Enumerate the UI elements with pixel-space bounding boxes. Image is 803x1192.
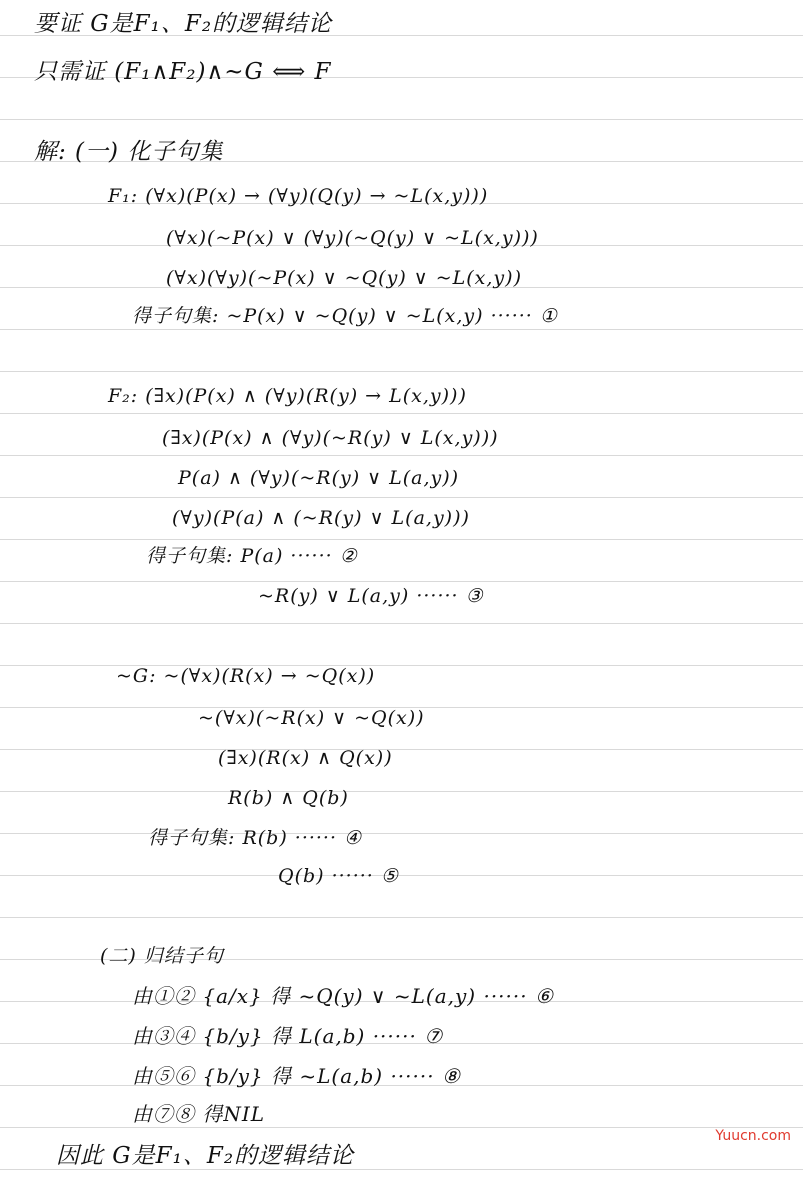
f1-formula: F₁: (∀x)(P(x) → (∀y)(Q(y) → ~L(x,y))): [108, 185, 489, 207]
f1-clause-set: 得子句集: ~P(x) ∨ ~Q(y) ∨ ~L(x,y) ······ ①: [132, 305, 558, 327]
goal-statement: 要证 G是F₁、F₂的逻辑结论: [34, 11, 333, 37]
f2-formula: F₂: (∃x)(P(x) ∧ (∀y)(R(y) → L(x,y))): [108, 385, 467, 407]
watermark-text: Yuucn.com: [715, 1128, 791, 1144]
not-g-step-2: (∃x)(R(x) ∧ Q(x)): [218, 747, 393, 769]
section-clause-set-heading: 解: (一) 化子句集: [34, 139, 224, 165]
resolution-step-8: 由⑤⑥ {b/y} 得 ~L(a,b) ······ ⑧: [132, 1064, 461, 1088]
f1-step-2: (∀x)(∀y)(~P(x) ∨ ~Q(y) ∨ ~L(x,y)): [166, 267, 522, 289]
f2-clause-set-2: ~R(y) ∨ L(a,y) ······ ③: [258, 585, 484, 607]
not-g-clause-set-1: 得子句集: R(b) ······ ④: [148, 827, 363, 849]
conclusion: 因此 G是F₁、F₂的逻辑结论: [56, 1143, 355, 1169]
resolution-step-6: 由①② {a/x} 得 ~Q(y) ∨ ~L(a,y) ······ ⑥: [132, 984, 554, 1008]
not-g-step-1: ~(∀x)(~R(x) ∨ ~Q(x)): [198, 707, 425, 729]
section-resolution-heading: (二) 归结子句: [100, 945, 224, 967]
resolution-step-7: 由③④ {b/y} 得 L(a,b) ······ ⑦: [132, 1024, 444, 1048]
f2-step-3: (∀y)(P(a) ∧ (~R(y) ∨ L(a,y))): [172, 507, 470, 529]
resolution-nil: 由⑦⑧ 得NIL: [132, 1102, 266, 1126]
f2-step-2: P(a) ∧ (∀y)(~R(y) ∨ L(a,y)): [178, 467, 460, 489]
f1-step-1: (∀x)(~P(x) ∨ (∀y)(~Q(y) ∨ ~L(x,y))): [166, 227, 539, 249]
proof-requirement: 只需证 (F₁∧F₂)∧~G ⟺ F: [34, 59, 332, 85]
f2-clause-set-1: 得子句集: P(a) ······ ②: [146, 545, 358, 567]
not-g-step-3: R(b) ∧ Q(b): [228, 787, 349, 809]
f2-step-1: (∃x)(P(x) ∧ (∀y)(~R(y) ∨ L(x,y))): [162, 427, 499, 449]
not-g-clause-set-2: Q(b) ······ ⑤: [278, 865, 399, 887]
not-g-formula: ~G: ~(∀x)(R(x) → ~Q(x)): [116, 665, 376, 687]
